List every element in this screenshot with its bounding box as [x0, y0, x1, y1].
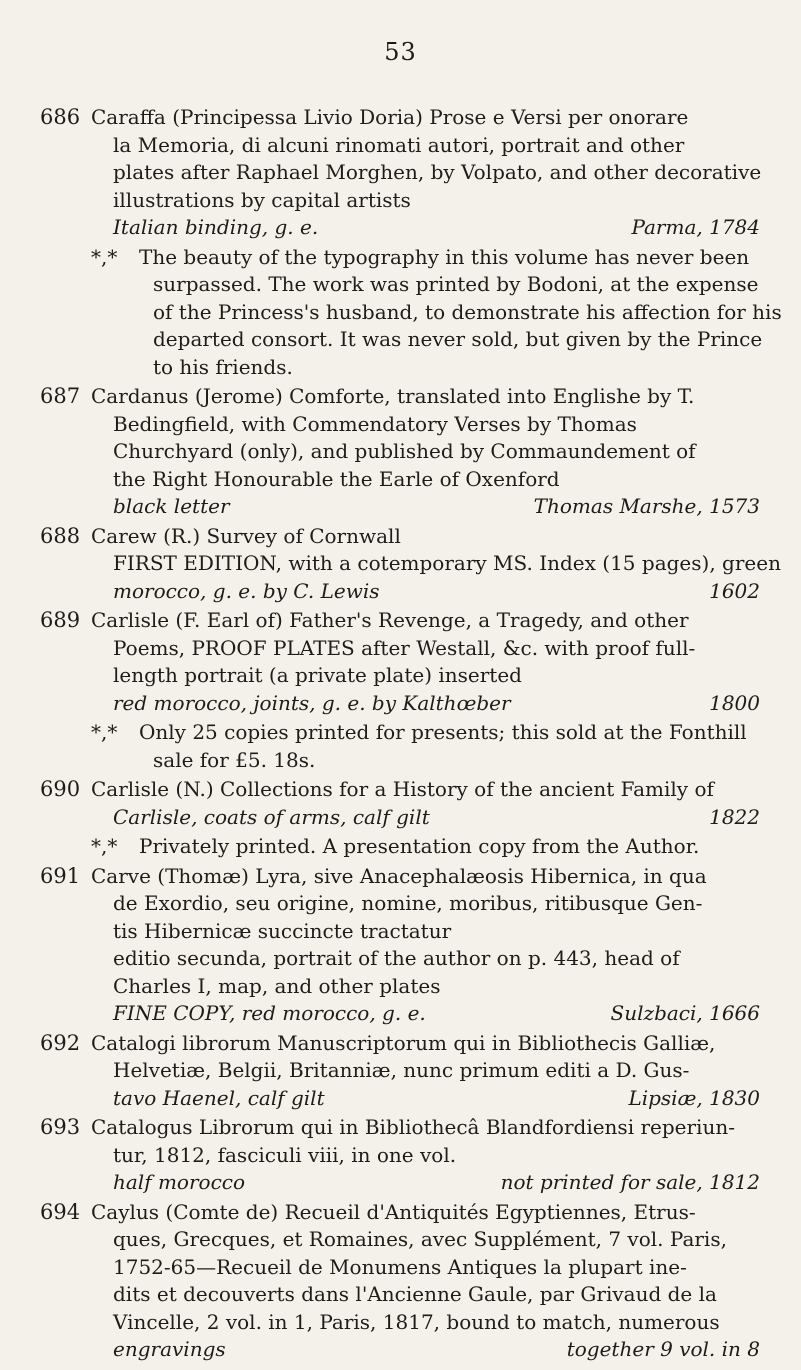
imprint: 1800 [709, 690, 760, 715]
entry-number: 689 [40, 608, 81, 632]
entry-line: Charles I, map, and other plates [113, 973, 441, 998]
page-number: 53 [384, 38, 417, 66]
imprint: Sulzbaci, 1666 [610, 1001, 760, 1025]
entry-line: Carlisle (N.) Collections for a History of the ancient Family of [91, 777, 714, 801]
note-line: sale for £5. 18s. [153, 747, 316, 772]
catalogue-entry [40, 1030, 760, 1113]
catalogue-entry [40, 383, 760, 521]
entry-number: 694 [40, 1199, 81, 1224]
entry-line: tis Hibernicæ succincte tractatur [113, 918, 452, 943]
entries-list [40, 104, 782, 1366]
entry-line: illustrations by capital artists [113, 187, 411, 212]
note-marker: *,* [91, 720, 118, 744]
note-line: Privately printed. A presentation copy from the Author. [139, 834, 700, 858]
entry-line: Vincelle, 2 vol. in 1, Paris, 1817, bound to match, numerous [113, 1309, 720, 1334]
imprint: together 9 vol. in 8 [566, 1337, 760, 1361]
binding-imprint-row [91, 690, 760, 718]
imprint: Lipsiæ, 1830 [628, 1085, 760, 1110]
note-line: The beauty of the typography in this volume has never been [139, 244, 750, 269]
entry-line: Cardanus (Jerome) Comforte, translated into Englishe by T. [91, 384, 695, 408]
entry-note [91, 719, 760, 774]
entry-number: 693 [40, 1115, 81, 1139]
binding-description: FINE COPY, red morocco, g. e. [113, 1001, 426, 1025]
imprint: not printed for sale, 1812 [500, 1170, 760, 1194]
note-line: surpassed. The work was printed by Bodoni, at the expense [153, 272, 759, 296]
catalogue-entry [40, 863, 760, 1028]
entry-line: la Memoria, di alcuni rinomati autori, portrait and other [113, 132, 685, 157]
binding-imprint-row [91, 1336, 760, 1364]
binding-description: Carlisle, coats of arms, calf gilt [113, 804, 430, 829]
binding-description: half morocco [113, 1170, 246, 1194]
entry-line: Catalogus Librorum qui in Bibliothecâ Blandfordiensi reperiun- [91, 1115, 735, 1139]
entry-line: Carew (R.) Survey of Cornwall [91, 523, 401, 548]
imprint: Thomas Marshe, 1573 [533, 494, 760, 518]
entry-line: dits et decouverts dans l'Ancienne Gaule, par Grivaud de la [113, 1282, 717, 1306]
entry-number: 688 [40, 523, 81, 548]
entry-number: 690 [40, 777, 81, 801]
entry-line: Catalogi librorum Manuscriptorum qui in Bibliothecis Galliæ, [91, 1030, 716, 1055]
entry-line: FIRST EDITION, with a cotemporary MS. Index (15 pages), green [113, 551, 781, 575]
entry-number: 687 [40, 384, 81, 408]
entry-line: Bedingfield, with Commendatory Verses by Thomas [113, 411, 637, 436]
entry-line: Caraffa (Principessa Livio Doria) Prose e Versi per onorare [91, 105, 689, 129]
entry-line: 1752-65—Recueil de Monumens Antiques la plupart ine- [113, 1254, 687, 1279]
catalogue-entry [40, 776, 760, 861]
binding-imprint-row [91, 578, 760, 606]
imprint: 1602 [709, 578, 760, 603]
note-line: to his friends. [153, 354, 293, 379]
entry-line: Churchyard (only), and published by Commaundement of [113, 439, 696, 463]
binding-imprint-row [91, 493, 760, 521]
entry-line: Carlisle (F. Earl of) Father's Revenge, a Tragedy, and other [91, 608, 689, 632]
entry-number: 691 [40, 863, 81, 888]
note-line: departed consort. It was never sold, but given by the Prince [153, 327, 763, 351]
entry-line: the Right Honourable the Earle of Oxenford [113, 466, 560, 491]
note-line: Only 25 copies printed for presents; this sold at the Fonthill [139, 720, 747, 744]
binding-imprint-row [91, 1000, 760, 1028]
binding-description: Italian binding, g. e. [113, 215, 319, 239]
catalogue-entry [40, 1114, 760, 1197]
entry-line: ques, Grecques, et Romaines, avec Supplément, 7 vol. Paris, [113, 1227, 727, 1251]
binding-description: engravings [113, 1337, 226, 1361]
catalogue-entry [40, 104, 782, 381]
entry-note [91, 244, 782, 382]
entry-line: Helvetiæ, Belgii, Britanniæ, nunc primum editi a D. Gus- [113, 1058, 690, 1082]
imprint: 1822 [709, 804, 760, 829]
binding-description: black letter [113, 494, 230, 518]
entry-note [91, 833, 760, 861]
binding-imprint-row [91, 804, 760, 832]
entry-line: Poems, PROOF PLATES after Westall, &c. with proof full- [113, 635, 696, 660]
binding-description: tavo Haenel, calf gilt [113, 1085, 325, 1110]
entry-line: de Exordio, seu origine, nomine, moribus, ritibusque Gen- [113, 891, 703, 915]
entry-number: 686 [40, 105, 81, 129]
entry-line: plates after Raphael Morghen, by Volpato, and other decorative [113, 160, 762, 184]
entry-line: editio secunda, portrait of the author on p. 443, head of [113, 946, 680, 970]
entry-line: length portrait (a private plate) inserted [113, 663, 522, 687]
catalogue-entry [40, 523, 781, 606]
entry-line: Carve (Thomæ) Lyra, sive Anacephalæosis Hibernica, in qua [91, 863, 707, 888]
entry-line: tur, 1812, fasciculi viii, in one vol. [113, 1142, 457, 1167]
binding-imprint-row [91, 1169, 760, 1197]
binding-description: morocco, g. e. by C. Lewis [113, 578, 380, 603]
binding-imprint-row [91, 1085, 760, 1113]
imprint: Parma, 1784 [631, 215, 760, 239]
note-marker: *,* [91, 834, 118, 858]
entry-number: 692 [40, 1030, 81, 1055]
note-marker: *,* [91, 244, 118, 269]
catalogue-entry [40, 607, 760, 774]
note-line: of the Princess's husband, to demonstrate his affection for his [153, 299, 782, 324]
entry-line: Caylus (Comte de) Recueil d'Antiquités Egyptiennes, Etrus- [91, 1199, 696, 1224]
binding-description: red morocco, joints, g. e. by Kalthœber [113, 690, 511, 715]
catalogue-entry [40, 1199, 760, 1364]
binding-imprint-row [91, 214, 760, 242]
